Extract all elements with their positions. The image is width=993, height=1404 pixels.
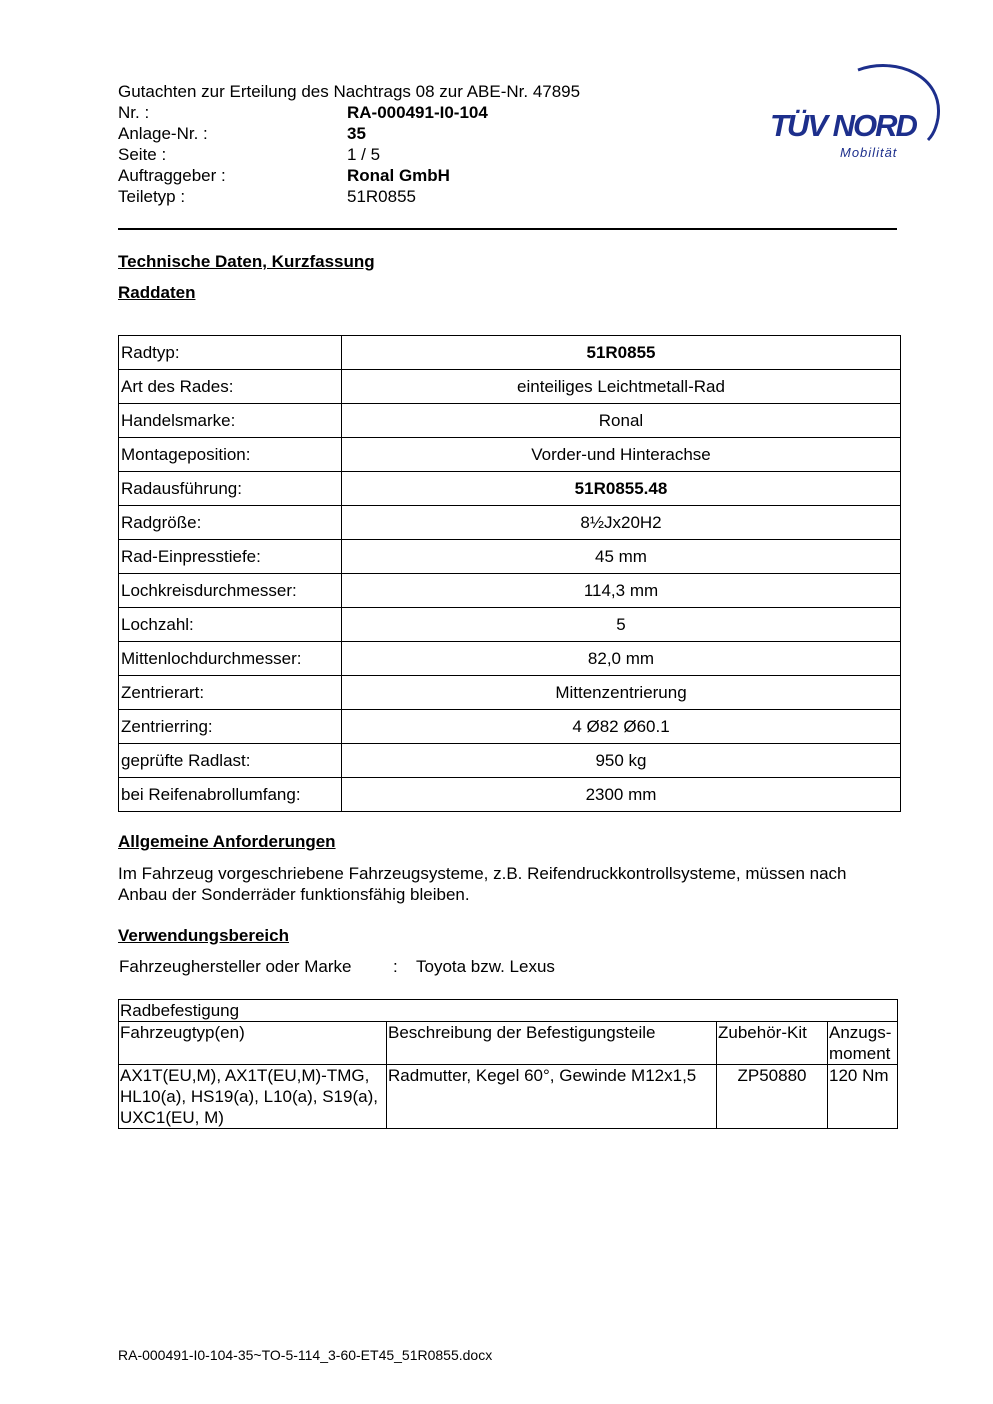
row-label: Rad-Einpresstiefe: (119, 540, 342, 574)
row-label: Radausführung: (119, 472, 342, 506)
subsection-title: Raddaten (118, 283, 196, 302)
tuev-nord-logo (766, 58, 946, 168)
section-title: Technische Daten, Kurzfassung (118, 252, 375, 271)
table-row (119, 676, 901, 710)
meta-value: 51R0855 (347, 187, 417, 206)
allgemein-title: Allgemeine Anforderungen (118, 832, 336, 851)
table-row (119, 404, 901, 438)
table-row (119, 370, 901, 404)
row-label: bei Reifenabrollumfang: (119, 778, 342, 812)
table-row (119, 506, 901, 540)
meta-value: 35 (347, 124, 366, 143)
table-row (119, 438, 901, 472)
row-value: einteiliges Leichtmetall-Rad (342, 370, 901, 404)
allgemein-text: Im Fahrzeug vorgeschriebene Fahrzeugsysteme, z.B. Reifendruckkontrollsysteme, müssen nach Anbau der Sonderräder funktionsfähig bleiben. (118, 864, 847, 904)
row-label: Zentrierart: (119, 676, 342, 710)
meta-row-seite (118, 144, 488, 165)
header-meta (118, 102, 488, 207)
meta-value: RA-000491-I0-104 (347, 103, 488, 122)
table-caption-row (119, 1000, 898, 1022)
table-row (119, 336, 901, 370)
row-value: 8½Jx20H2 (342, 506, 901, 540)
meta-row-nr (118, 102, 488, 123)
table-cell: AX1T(EU,M), AX1T(EU,M)-TMG, HL10(a), HS19(a), L10(a), S19(a), UXC1(EU, M) (119, 1065, 387, 1129)
meta-label: Anlage-Nr. : (118, 124, 208, 143)
row-value: Ronal (342, 404, 901, 438)
verwendung-sep: : (393, 957, 398, 976)
row-label: Radgröße: (119, 506, 342, 540)
verwendung-title: Verwendungsbereich (118, 926, 289, 945)
row-value: 45 mm (342, 540, 901, 574)
logo-sub: Mobilität (840, 145, 898, 160)
table-header-row (119, 1022, 898, 1065)
row-value: 950 kg (342, 744, 901, 778)
footer-filename: RA-000491-I0-104-35~TO-5-114_3-60-ET45_51R0855.docx (118, 1347, 493, 1363)
row-value: 82,0 mm (342, 642, 901, 676)
meta-label: Teiletyp : (118, 187, 186, 206)
column-header: Anzugs- moment (828, 1022, 898, 1065)
verwendung-row (119, 957, 555, 977)
table-row (119, 710, 901, 744)
verwendung-value: Toyota bzw. Lexus (416, 957, 555, 976)
row-value: 114,3 mm (342, 574, 901, 608)
row-label: Handelsmarke: (119, 404, 342, 438)
document-title: Gutachten zur Erteilung des Nachtrags 08 zur ABE-Nr. 47895 (118, 82, 581, 101)
table-row (119, 1065, 898, 1129)
row-label: geprüfte Radlast: (119, 744, 342, 778)
row-value: 5 (342, 608, 901, 642)
meta-label: Seite : (118, 145, 167, 164)
table-row (119, 778, 901, 812)
row-label: Zentrierring: (119, 710, 342, 744)
table-row (119, 608, 901, 642)
row-value: 51R0855 (342, 336, 901, 370)
column-header: Zubehör-Kit (717, 1022, 828, 1065)
table-row (119, 744, 901, 778)
meta-label: Nr. : (118, 103, 150, 122)
header-rule (118, 228, 897, 230)
row-label: Lochzahl: (119, 608, 342, 642)
meta-label: Auftraggeber : (118, 166, 226, 185)
table-row (119, 574, 901, 608)
row-value: Mittenzentrierung (342, 676, 901, 710)
meta-value: 1 / 5 (347, 145, 381, 164)
row-value: 51R0855.48 (342, 472, 901, 506)
meta-value: Ronal GmbH (347, 166, 450, 185)
logo-brand: TÜV NORD (770, 108, 916, 143)
meta-row-teiletyp (118, 186, 488, 207)
row-label: Art des Rades: (119, 370, 342, 404)
row-value: 4 Ø82 Ø60.1 (342, 710, 901, 744)
row-label: Mittenlochdurchmesser: (119, 642, 342, 676)
column-header: Fahrzeugtyp(en) (119, 1022, 387, 1065)
row-value: Vorder-und Hinterachse (342, 438, 901, 472)
table-row (119, 540, 901, 574)
raddaten-table (118, 335, 901, 812)
table-cell: ZP50880 (717, 1065, 828, 1129)
befestigung-table (118, 999, 898, 1129)
meta-row-anlage (118, 123, 488, 144)
row-label: Lochkreisdurchmesser: (119, 574, 342, 608)
verwendung-label: Fahrzeughersteller oder Marke (119, 957, 352, 976)
column-header: Beschreibung der Befestigungsteile (387, 1022, 717, 1065)
table-cell: Radmutter, Kegel 60°, Gewinde M12x1,5 (387, 1065, 717, 1129)
meta-row-auftraggeber (118, 165, 488, 186)
row-label: Montageposition: (119, 438, 342, 472)
table-row (119, 472, 901, 506)
table-cell: 120 Nm (828, 1065, 898, 1129)
row-label: Radtyp: (119, 336, 342, 370)
table-row (119, 642, 901, 676)
table-caption: Radbefestigung (119, 1000, 898, 1022)
row-value: 2300 mm (342, 778, 901, 812)
